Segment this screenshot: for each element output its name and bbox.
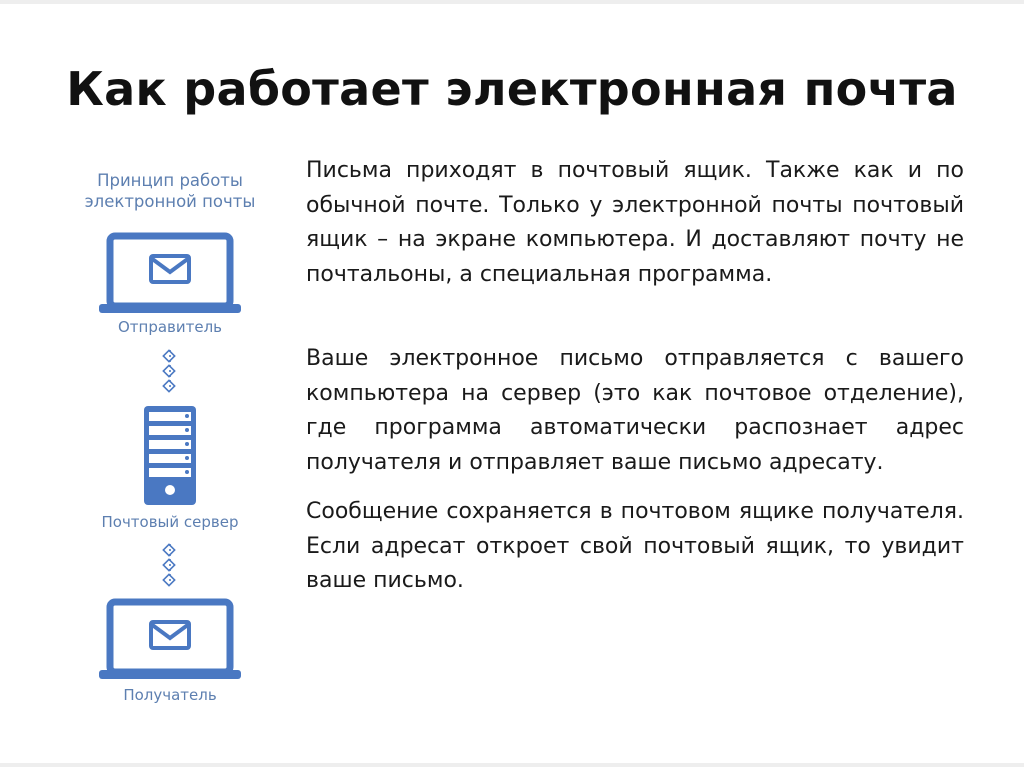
diagram-title-line1: Принцип работы — [97, 171, 243, 190]
slide-title: Как работает электронная почта — [66, 62, 958, 116]
sender-label: Отправитель — [117, 318, 223, 336]
bottom-border — [0, 763, 1024, 767]
top-border — [0, 0, 1024, 4]
email-diagram — [70, 166, 270, 726]
diagram-graphics — [70, 166, 270, 726]
body-text — [306, 154, 964, 599]
sender-laptop-icon — [99, 236, 241, 313]
connector-dots-bottom-icon — [163, 544, 174, 586]
paragraph-mailbox: Письма приходят в почтовый ящик. Также как и по обычной почте. Только у электронной почты почтовый ящик – на экране компьютера. И доставляют почту не почтальоны, а специальная программа. — [306, 158, 964, 287]
recipient-label: Получатель — [123, 686, 217, 704]
paragraph-recipient: Сообщение сохраняется в почтовом ящике получателя. Если адресат откроет свой почтовый ящик, то увидит ваше письмо. — [306, 499, 964, 593]
server-label: Почтовый сервер — [101, 513, 239, 531]
diagram-title-line2: электронной почты — [84, 192, 256, 211]
server-icon — [144, 406, 196, 505]
recipient-laptop-icon — [99, 602, 241, 679]
paragraph-server: Ваше электронное письмо отправляется с вашего компьютера на сервер (это как почтовое отделение), где программа автоматически распознает адрес получателя и отправляет ваше письмо адресату. — [306, 346, 964, 475]
sender-envelope-icon — [151, 256, 189, 282]
connector-dots-top-icon — [163, 350, 174, 392]
recipient-envelope-icon — [151, 622, 189, 648]
